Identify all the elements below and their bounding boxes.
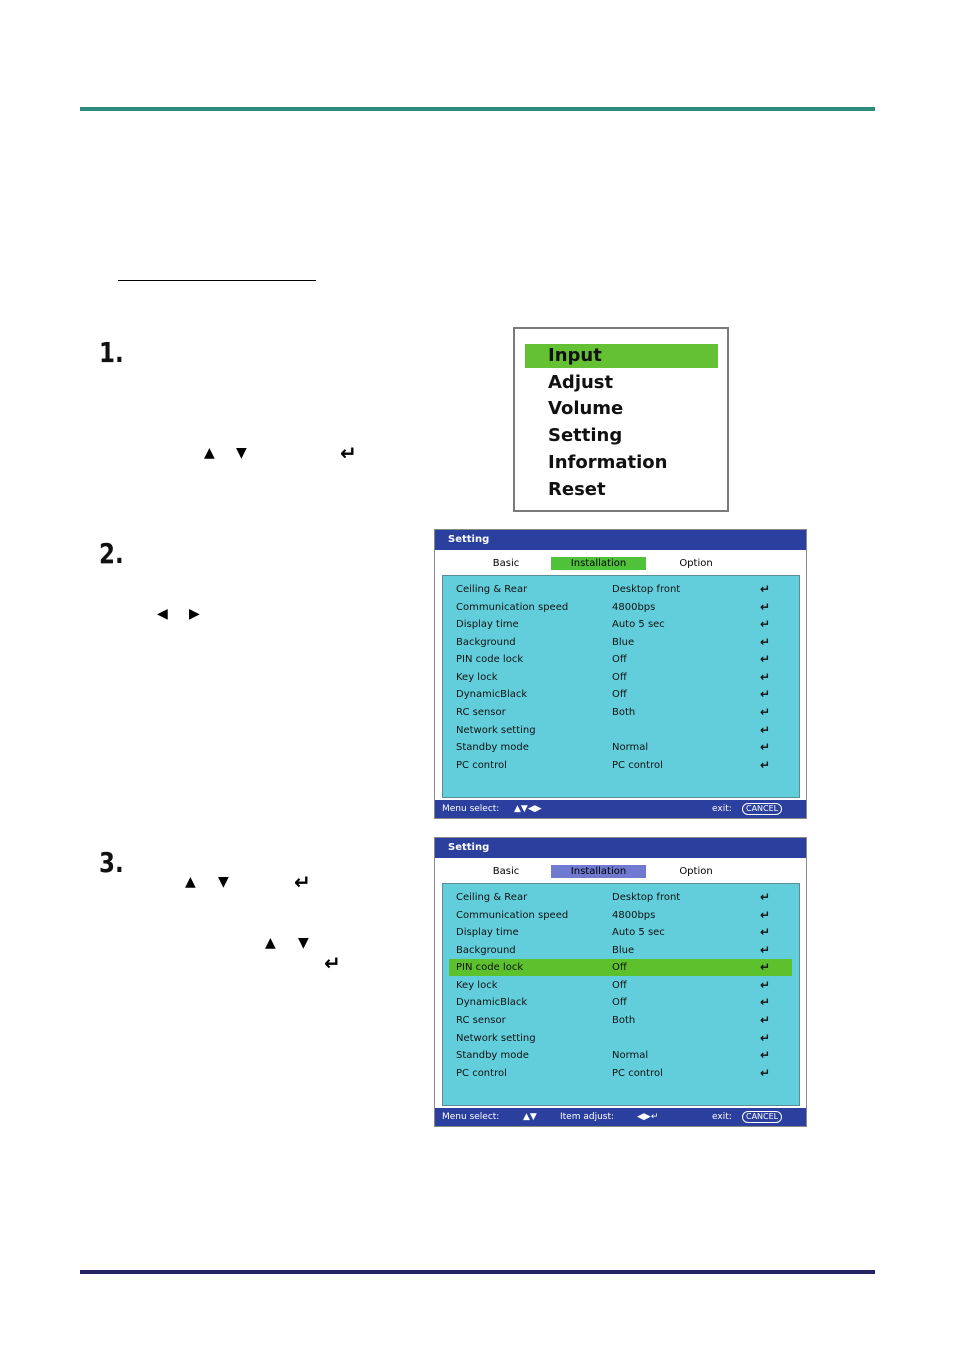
row-value: Auto 5 sec xyxy=(612,619,665,630)
setting-row-network-setting[interactable] xyxy=(449,722,792,739)
setting-screen-pin-code-lock xyxy=(434,837,807,1127)
row-label: PIN code lock xyxy=(456,962,524,973)
menu-item-information[interactable]: Information xyxy=(548,452,668,473)
row-value: Blue xyxy=(612,945,635,956)
step-number-1: 1. xyxy=(99,336,124,369)
setting-row-dynamicblack[interactable] xyxy=(449,686,792,703)
row-value: 4800bps xyxy=(612,602,656,613)
tab-basic[interactable]: Basic xyxy=(492,558,520,569)
row-value: Auto 5 sec xyxy=(612,927,665,938)
enter-icon: ↵ xyxy=(760,617,771,631)
bottom-rule xyxy=(80,1270,875,1274)
tab-option[interactable]: Option xyxy=(679,866,713,877)
screen-footer xyxy=(435,800,806,818)
row-value: PC control xyxy=(612,1068,663,1079)
row-label: PC control xyxy=(456,760,507,771)
setting-row-standby-mode[interactable] xyxy=(449,1047,792,1064)
row-value: Off xyxy=(612,672,627,683)
cancel-button[interactable]: CANCEL xyxy=(742,1111,782,1123)
menu-item-input[interactable]: Input xyxy=(525,344,718,368)
menu-item-setting[interactable]: Setting xyxy=(548,425,623,446)
row-label: Background xyxy=(456,637,516,648)
row-label: Standby mode xyxy=(456,1050,529,1061)
enter-icon: ↵ xyxy=(760,652,771,666)
tab-installation[interactable]: Installation xyxy=(551,865,646,878)
screen-footer xyxy=(435,1108,806,1126)
enter-icon: ↵ xyxy=(760,723,771,737)
row-value: Normal xyxy=(612,1050,649,1061)
enter-icon: ↵ xyxy=(760,943,771,957)
setting-row-pin-code-lock[interactable] xyxy=(449,959,792,976)
enter-icon: ↵ xyxy=(760,740,771,754)
enter-icon: ↵ xyxy=(760,995,771,1009)
row-label: Communication speed xyxy=(456,602,569,613)
screen-title: Setting xyxy=(435,838,806,858)
row-value: Desktop front xyxy=(612,892,681,903)
setting-screen-installation xyxy=(434,529,807,819)
menu-select-label: Menu select: xyxy=(442,804,500,814)
row-value: Both xyxy=(612,707,636,718)
step-number-2: 2. xyxy=(99,537,124,570)
setting-row-display-time[interactable] xyxy=(449,924,792,941)
menu-select-label: Menu select: xyxy=(442,1112,500,1122)
setting-row-dynamicblack[interactable] xyxy=(449,994,792,1011)
top-rule xyxy=(80,107,875,111)
enter-icon: ↵ xyxy=(324,951,341,975)
cancel-button[interactable]: CANCEL xyxy=(742,803,782,815)
exit-label: exit: xyxy=(712,804,732,814)
row-label: Ceiling & Rear xyxy=(456,892,528,903)
tab-option[interactable]: Option xyxy=(679,558,713,569)
step-number-3: 3. xyxy=(99,846,124,879)
setting-row-display-time[interactable] xyxy=(449,616,792,633)
row-label: Display time xyxy=(456,619,519,630)
up-arrow-icon: ▲ xyxy=(204,445,215,461)
setting-row-ceiling-rear[interactable] xyxy=(449,889,792,906)
row-value: 4800bps xyxy=(612,910,656,921)
setting-row-network-setting[interactable] xyxy=(449,1030,792,1047)
screen-title: Setting xyxy=(435,530,806,550)
menu-item-adjust[interactable]: Adjust xyxy=(548,372,614,393)
row-label: Network setting xyxy=(456,725,536,736)
row-label: Background xyxy=(456,945,516,956)
enter-icon: ↵ xyxy=(760,600,771,614)
enter-icon: ↵ xyxy=(760,582,771,596)
row-label: Display time xyxy=(456,927,519,938)
enter-icon: ↵ xyxy=(760,960,771,974)
settings-panel xyxy=(442,575,800,798)
adjust-arrows-icon: ◀▶↵ xyxy=(637,1112,659,1122)
down-arrow-icon: ▼ xyxy=(218,874,229,890)
setting-row-rc-sensor[interactable] xyxy=(449,1012,792,1029)
row-value: Blue xyxy=(612,637,635,648)
menu-item-volume[interactable]: Volume xyxy=(548,398,624,419)
enter-icon: ↵ xyxy=(760,758,771,772)
row-value: PC control xyxy=(612,760,663,771)
setting-row-background[interactable] xyxy=(449,942,792,959)
setting-row-ceiling-rear[interactable] xyxy=(449,581,792,598)
row-value: Both xyxy=(612,1015,636,1026)
setting-row-pin-code-lock[interactable] xyxy=(449,651,792,668)
row-label: Communication speed xyxy=(456,910,569,921)
enter-icon: ↵ xyxy=(760,890,771,904)
row-value: Off xyxy=(612,980,627,991)
setting-row-pc-control[interactable] xyxy=(449,1065,792,1082)
row-label: Network setting xyxy=(456,1033,536,1044)
enter-icon: ↵ xyxy=(760,635,771,649)
enter-icon: ↵ xyxy=(760,1048,771,1062)
row-value: Off xyxy=(612,689,627,700)
enter-icon: ↵ xyxy=(760,1066,771,1080)
setting-row-communication-speed[interactable] xyxy=(449,599,792,616)
row-label: RC sensor xyxy=(456,1015,506,1026)
down-arrow-icon: ▼ xyxy=(236,445,247,461)
enter-icon: ↵ xyxy=(760,687,771,701)
right-arrow-icon: ▶ xyxy=(189,606,200,622)
row-label: Key lock xyxy=(456,980,498,991)
up-arrow-icon: ▲ xyxy=(185,874,196,890)
enter-icon: ↵ xyxy=(294,870,311,894)
tab-basic[interactable]: Basic xyxy=(492,866,520,877)
row-value: Off xyxy=(612,654,627,665)
main-menu xyxy=(513,327,729,512)
enter-icon: ↵ xyxy=(760,705,771,719)
row-value: Normal xyxy=(612,742,649,753)
row-value: Off xyxy=(612,997,627,1008)
tab-installation[interactable]: Installation xyxy=(551,557,646,570)
up-down-arrows-icon: ▲▼ xyxy=(523,1112,537,1122)
enter-icon: ↵ xyxy=(760,1031,771,1045)
row-value: Desktop front xyxy=(612,584,681,595)
setting-row-pc-control[interactable] xyxy=(449,757,792,774)
row-label: Key lock xyxy=(456,672,498,683)
setting-row-background[interactable] xyxy=(449,634,792,651)
setting-row-standby-mode[interactable] xyxy=(449,739,792,756)
row-value: Off xyxy=(612,962,627,973)
nav-arrows-icon: ▲▼◀▶ xyxy=(514,804,542,814)
exit-label: exit: xyxy=(712,1112,732,1122)
menu-item-reset[interactable]: Reset xyxy=(548,479,606,500)
settings-panel xyxy=(442,883,800,1106)
item-adjust-label: Item adjust: xyxy=(560,1112,615,1122)
row-label: PC control xyxy=(456,1068,507,1079)
row-label: Ceiling & Rear xyxy=(456,584,528,595)
down-arrow-icon: ▼ xyxy=(298,935,309,951)
setting-row-key-lock[interactable] xyxy=(449,669,792,686)
enter-icon: ↵ xyxy=(760,925,771,939)
enter-icon: ↵ xyxy=(760,908,771,922)
row-label: PIN code lock xyxy=(456,654,524,665)
row-label: Standby mode xyxy=(456,742,529,753)
setting-row-key-lock[interactable] xyxy=(449,977,792,994)
enter-icon: ↵ xyxy=(340,441,357,465)
enter-icon: ↵ xyxy=(760,670,771,684)
enter-icon: ↵ xyxy=(760,1013,771,1027)
setting-row-rc-sensor[interactable] xyxy=(449,704,792,721)
enter-icon: ↵ xyxy=(760,978,771,992)
row-label: DynamicBlack xyxy=(456,689,528,700)
up-arrow-icon: ▲ xyxy=(265,935,276,951)
setting-row-communication-speed[interactable] xyxy=(449,907,792,924)
row-label: RC sensor xyxy=(456,707,506,718)
left-arrow-icon: ◀ xyxy=(157,606,168,622)
row-label: DynamicBlack xyxy=(456,997,528,1008)
section-underline xyxy=(118,280,316,281)
